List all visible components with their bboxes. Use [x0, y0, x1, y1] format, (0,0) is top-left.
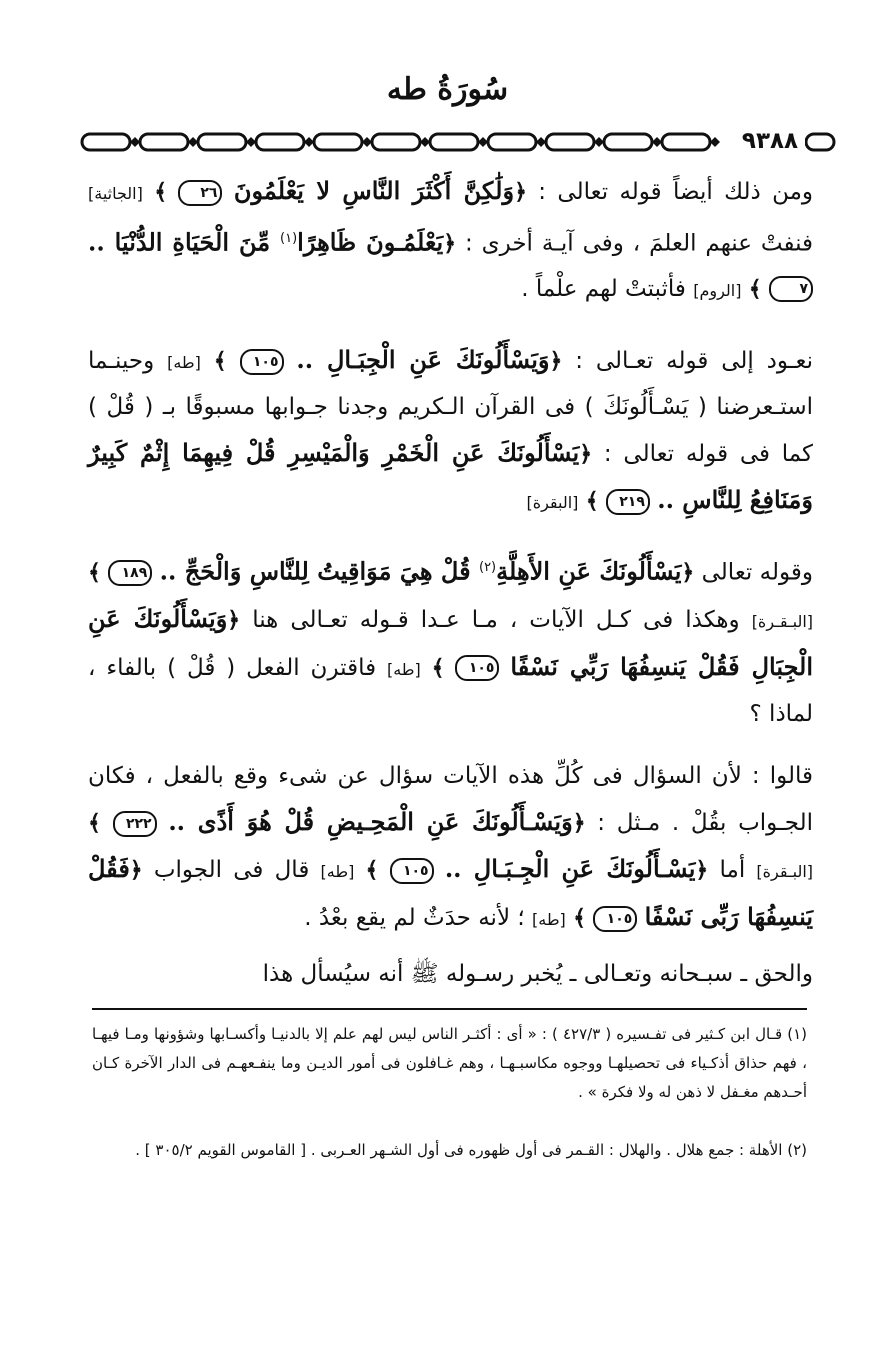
chain-diamond	[594, 137, 604, 147]
paragraph-5	[88, 952, 813, 997]
chain-link	[198, 134, 246, 150]
ayah-number-marker: ١٠٥	[455, 655, 499, 681]
chain-link	[604, 134, 652, 150]
text: ؛ لأنه حدَثٌ لم يقع بعْدُ .	[304, 905, 532, 931]
quran-close-bracket: ﴾	[573, 906, 586, 931]
quran-close-bracket: ﴾	[88, 811, 101, 836]
quran-open-bracket: ﴿	[227, 607, 241, 633]
surah-reference: [الجاثية]	[88, 184, 143, 203]
quran-close-bracket: ﴾	[154, 180, 168, 205]
chain-link	[372, 134, 420, 150]
chain-link	[140, 134, 188, 150]
text: أما	[708, 857, 757, 883]
chain-link	[430, 134, 478, 150]
quran-close-bracket: ﴾	[431, 655, 445, 681]
surah-reference: [طه]	[167, 353, 201, 372]
ayah-number-marker: ١٠٥	[390, 858, 434, 884]
chain-link	[806, 134, 834, 150]
text: والحق ـ سبـحانه وتعـالى ـ يُخبر رسـوله ﷺ أنه سيُسأل هذا	[262, 961, 813, 987]
text: نعـود إلى قوله تعـالى :	[562, 348, 813, 374]
surah-reference: [طه]	[386, 659, 421, 679]
page-number: ٩٣٨٨	[735, 126, 805, 156]
paragraph-1	[88, 168, 813, 313]
surah-title-header: سُورَةُ طه	[386, 72, 509, 107]
quran-verse: وَيَسْـأَلُونَكَ عَنِ الْمَحِـيضِ قُلْ هُوَ أَذًى ..	[168, 807, 573, 836]
quran-verse: وَيَسْأَلُونَكَ عَنِ الْجِبَـالِ ..	[296, 345, 550, 374]
text: قال فى الجواب	[142, 857, 321, 883]
quran-verse: قُلْ هِيَ مَوَاقِيتُ لِلنَّاسِ وَالْحَجِّ ..	[159, 556, 479, 586]
ayah-number-marker: ١٨٩	[108, 560, 152, 586]
surah-reference: [طه]	[320, 862, 355, 881]
quran-verse: وَلَٰكِنَّ أَكْثَرَ النَّاسِ لا يَعْلَمُونَ	[233, 176, 515, 205]
chain-link	[488, 134, 536, 150]
footnote-2: (٢) الأهلة : جمع هلال . والهلال : القـمر فى أول ظهوره فى أول الشـهر العـربى . [ القاموس القويم ٣٠٥/٢ ] .	[135, 1141, 807, 1159]
quran-close-bracket: ﴾	[748, 276, 762, 302]
footnote-marker: (١)	[280, 231, 298, 246]
chain-link	[662, 134, 710, 150]
ayah-number-marker: ١٠٥	[593, 906, 637, 932]
text: وقوله تعالى	[694, 559, 813, 586]
paragraph-2	[88, 337, 813, 525]
ayah-number-marker: ٧	[769, 276, 813, 302]
quran-verse: يَسْأَلُونَكَ عَنِ الأَهِلَّةِ	[496, 556, 682, 586]
quran-verse: يَسْـأَلُونَكَ عَنِ الْجِـبَـالِ ..	[444, 854, 696, 883]
ornamental-chain-border	[78, 128, 838, 156]
surah-reference: [طه]	[532, 910, 566, 929]
text: ومن ذلك أيضاً قوله تعالى :	[526, 179, 814, 205]
text: وهكذا فى كـل الآيات ، مـا عـدا قـوله تعـالى هنا	[240, 606, 752, 633]
chain-diamond	[362, 137, 372, 147]
footnote-separator-line	[92, 1008, 807, 1010]
footnote-marker: (٢)	[478, 560, 497, 575]
quran-close-bracket: ﴾	[585, 489, 599, 514]
quran-verse: فَقُلْ يَنسِفُهَا رَبِّى نَسْفًا	[88, 854, 813, 931]
quran-open-bracket: ﴿	[514, 180, 527, 205]
quran-open-bracket: ﴿	[443, 231, 457, 257]
chain-diamond	[188, 137, 198, 147]
ayah-number-marker: ١٠٥	[240, 349, 284, 375]
surah-reference: [البقرة]	[526, 493, 579, 512]
chain-diamond	[478, 137, 488, 147]
quran-verse: يَعْلَمُـونَ ظَاهِرًا	[297, 227, 444, 257]
chain-link	[314, 134, 362, 150]
chain-diamond	[536, 137, 546, 147]
text: وحينـما استـعرضنا ( يَسْـأَلُونَكَ ) فى القرآن الـكريم وجدنا جـوابها مسبوقًا بـ ( قُلْ ) كما فى قوله تعالى :	[88, 348, 813, 467]
chain-link	[82, 134, 130, 150]
chain-link	[546, 134, 594, 150]
chain-diamond	[304, 137, 314, 147]
paragraph-3	[88, 545, 813, 737]
surah-reference: [الروم]	[693, 280, 742, 300]
quran-open-bracket: ﴿	[695, 858, 709, 883]
quran-close-bracket: ﴾	[88, 560, 101, 586]
quran-verse: مِّنَ الْحَيَاةِ الدُّنْيَا ..	[88, 227, 281, 257]
quran-close-bracket: ﴾	[213, 349, 227, 374]
text: فاقترن الفعل ( قُلْ ) بالفاء ، لماذا ؟	[88, 654, 813, 727]
chain-diamond	[130, 137, 140, 147]
chain-diamond	[246, 137, 256, 147]
footnote-1: (١) قـال ابن كـثير فى تفـسيره ( ٤٢٧/٣ ) : « أى : أكثـر الناس ليس لهم علم إلا بالدنيـا وأكسـابها وشؤونها ومـا فيهـا ، فهم حذاق أذكـياء فى تحصيلهـا ووجوه مكاسبـهـا ، وهم غـافلون فى أمور الديـن وما ينفـعهـم فى الدار الآخرة كـان أحـدهم مغـفل لا ذهن له ولا فكرة » .	[92, 1025, 807, 1101]
quran-open-bracket: ﴿	[579, 442, 593, 467]
quran-verse: وَيَسْأَلُونَكَ عَنِ الْجِبَالِ فَقُلْ يَنسِفُهَا رَبِّي نَسْفًا	[88, 603, 814, 681]
chain-link	[256, 134, 304, 150]
text: قالوا : لأن السؤال فى كُلِّ هذه الآيات سؤال عن شىء وقع بالفعل ، فكان الجـواب بقُلْ . مـثل :	[88, 763, 813, 836]
quran-open-bracket: ﴿	[681, 560, 695, 586]
quran-close-bracket: ﴾	[365, 858, 379, 883]
surah-reference: [البـقرة]	[756, 862, 814, 881]
ayah-number-marker: ٢٦	[178, 180, 222, 206]
surah-reference: [البـقـرة]	[751, 611, 813, 631]
chain-diamond	[710, 137, 720, 147]
quran-verse: يَسْأَلُونَكَ عَنِ الْخَمْرِ وَالْمَيْسِرِ قُلْ فِيهِمَا إِثْمٌ كَبِيرٌ وَمَنَافِعُ لِلنَّاسِ ..	[88, 438, 813, 514]
chain-diamond	[420, 137, 430, 147]
quran-open-bracket: ﴿	[572, 811, 586, 836]
ayah-number-marker: ٢١٩	[606, 489, 650, 515]
quran-open-bracket: ﴿	[129, 858, 143, 883]
text: فنفتْ عنهم العلمَ ، وفى آيـة أخرى :	[456, 230, 814, 257]
paragraph-4	[88, 754, 813, 942]
chain-diamond	[652, 137, 662, 147]
text: فأثبتتْ لهم علْماً .	[521, 275, 694, 302]
quran-open-bracket: ﴿	[549, 349, 563, 374]
ayah-number-marker: ٢٢٢	[113, 811, 157, 837]
